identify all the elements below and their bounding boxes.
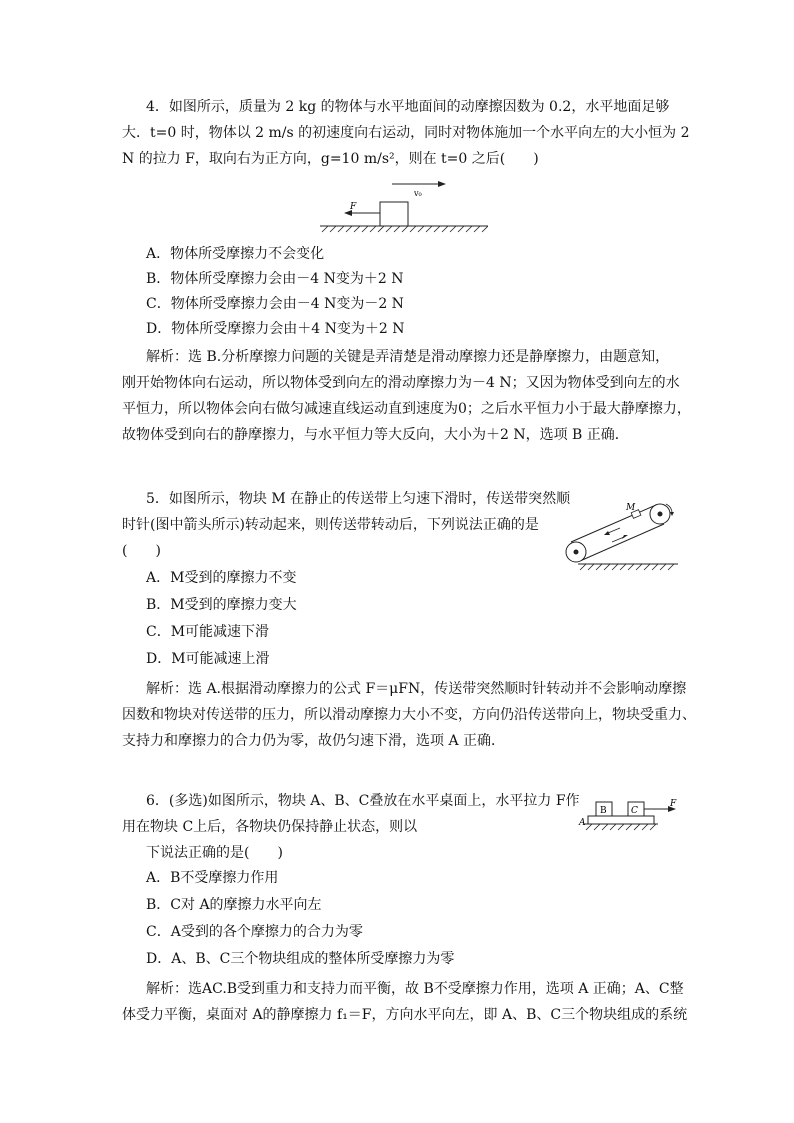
- q6-figure: [576, 796, 686, 832]
- q5-option-b: B．M受到的摩擦力变大: [146, 597, 297, 613]
- q4-figure: [320, 174, 488, 234]
- force-label: F: [350, 202, 357, 212]
- q5-option-a: A．M受到的摩擦力不变: [146, 570, 297, 586]
- q4-analysis-line-3: 平恒力，所以物体会向右做匀减速直线运动直到速度为0；之后水平恒力小于最大静摩擦力，: [122, 401, 691, 417]
- q4-analysis-line-1: 解析：选 B.分析摩擦力问题的关键是弄清楚是滑动摩擦力还是静摩擦力，由题意知，: [146, 349, 670, 365]
- block-c-label: C: [631, 806, 638, 816]
- velocity-label: v₀: [414, 189, 422, 198]
- q5-stem-line-1: 5．如图所示，物块 M 在静止的传送带上匀速下滑时，传送带突然顺: [146, 491, 571, 507]
- belt-arrows: [604, 528, 628, 542]
- q5-option-d: D．M可能减速上滑: [146, 651, 270, 667]
- block-a-label: A: [579, 818, 586, 828]
- q4-option-d: D．物体所受摩擦力会由＋4 N变为＋2 N: [146, 321, 405, 337]
- q6-option-d: D．A、B、C三个物块组成的整体所受摩擦力为零: [146, 951, 455, 967]
- q6-option-b: B．C对 A的摩擦力水平向左: [146, 897, 322, 913]
- q4-analysis-line-4: 故物体受到向右的静摩擦力，与水平恒力等大反向，大小为＋2 N，选项 B 正确．: [122, 427, 629, 443]
- block: [380, 202, 408, 226]
- q6-stem-line-1: 6．(多选)如图所示，物块 A、B、C叠放在水平桌面上，水平拉力 F作: [146, 793, 580, 809]
- force-label: F: [670, 799, 677, 809]
- q6-option-a: A．B不受摩擦力作用: [146, 870, 279, 886]
- block-b-label: B: [600, 806, 607, 816]
- block-m-label: M: [626, 503, 636, 513]
- conveyor-belt: [566, 504, 670, 562]
- q5-stem-line-2: 时针(图中箭头所示)转动起来，则传送带转动后，下列说法正确的是: [122, 517, 539, 533]
- q6-analysis-line-1: 解析：选AC.B受到重力和支持力而平衡，故 B不受摩擦力作用，选项 A 正确；A、C整: [146, 981, 684, 997]
- q5-analysis-line-2: 因数和物块对传送带的压力，所以滑动摩擦力大小不变，方向仍沿传送带向上，物块受重力、: [122, 707, 696, 723]
- q6-stem-line-3: 下说法正确的是( ): [146, 845, 283, 861]
- q4-option-a: A．物体所受摩擦力不会变化: [146, 246, 325, 262]
- ground: [578, 564, 678, 570]
- block-a: [588, 816, 654, 824]
- q5-option-c: C．M可能减速下滑: [146, 624, 270, 640]
- q6-stem-line-2: 用在物块 C上后，各物块仍保持静止状态，则以: [122, 819, 418, 835]
- q4-stem-line-2: 大．t=0 时，物体以 2 m/s 的初速度向右运动，同时对物体施加一个水平向左的大小恒为 2: [122, 125, 690, 141]
- q4-analysis-line-2: 刚开始物体向右运动，所以物体受到向左的滑动摩擦力为－4 N；又因为物体受到向左的水: [122, 375, 680, 391]
- q5-stem-line-3: ( ): [122, 543, 161, 559]
- q4-option-c: C．物体所受摩擦力会由－4 N变为－2 N: [146, 296, 404, 312]
- q4-option-b: B．物体所受摩擦力会由－4 N变为＋2 N: [146, 271, 404, 287]
- q6-analysis-line-2: 体受力平衡，桌面对 A的静摩擦力 f₁＝F，方向水平向左，即 A、B、C三个物块组成的系统: [122, 1007, 688, 1023]
- q4-stem-line-3: N 的拉力 F，取向右为正方向，g=10 m/s²，则在 t=0 之后( ): [122, 151, 539, 167]
- velocity-arrow: [392, 181, 446, 187]
- q6-option-c: C．A受到的各个摩擦力的合力为零: [146, 924, 363, 940]
- q5-analysis-line-3: 支持力和摩擦力的合力仍为零，故仍匀速下滑，选项 A 正确．: [122, 733, 506, 749]
- q5-analysis-line-1: 解析：选 A.根据滑动摩擦力的公式 F＝μFN，传送带突然顺时针转动并不会影响动摩擦: [146, 681, 687, 697]
- q4-stem-line-1: 4．如图所示，质量为 2 kg 的物体与水平地面间的动摩擦因数为 0.2，水平地面足够: [146, 99, 670, 115]
- q5-figure: [560, 494, 680, 578]
- table-surface: [584, 824, 658, 830]
- ground: [320, 226, 488, 232]
